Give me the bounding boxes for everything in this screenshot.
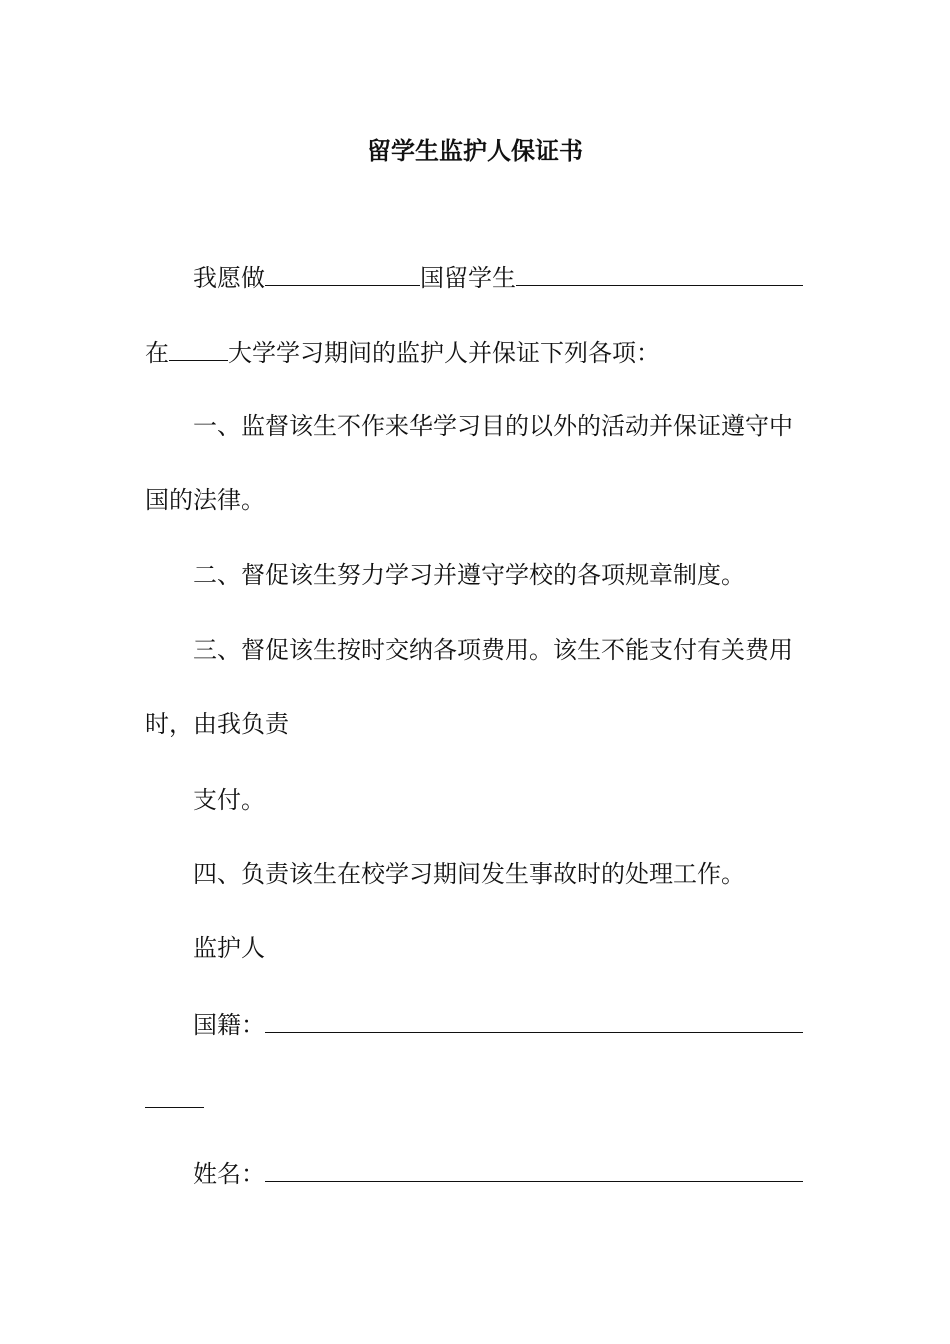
item-2: 二、督促该生努力学习并遵守学校的各项规章制度。 bbox=[193, 561, 745, 589]
university-blank bbox=[169, 334, 228, 361]
intro-line-1 bbox=[193, 259, 803, 295]
item-1-line-1: 一、监督该生不作来华学习目的以外的活动并保证遵守中 bbox=[193, 412, 793, 440]
item-1-line-2: 国的法律。 bbox=[145, 486, 265, 514]
name-blank bbox=[265, 1155, 803, 1182]
intro-line-1-part2: 国留学生 bbox=[420, 264, 516, 292]
nationality-blank bbox=[265, 1006, 803, 1033]
item-3-line-2: 时，由我负责 bbox=[145, 710, 289, 738]
country-blank bbox=[265, 259, 420, 286]
intro-line-2 bbox=[145, 334, 660, 370]
name-label: 姓名： bbox=[193, 1160, 265, 1188]
item-3-line-3: 支付。 bbox=[193, 786, 265, 814]
student-name-blank bbox=[516, 259, 803, 286]
nationality-label: 国籍： bbox=[193, 1011, 265, 1039]
intro-line-1-part1: 我愿做 bbox=[193, 264, 265, 292]
name-row bbox=[193, 1155, 803, 1191]
intro-line-2-part2: 大学学习期间的监护人并保证下列各项： bbox=[228, 339, 660, 367]
document-title: 留学生监护人保证书 bbox=[367, 136, 583, 165]
intro-line-2-part1: 在 bbox=[145, 339, 169, 367]
item-4: 四、负责该生在校学习期间发生事故时的处理工作。 bbox=[193, 860, 745, 888]
item-3-line-1: 三、督促该生按时交纳各项费用。该生不能支付有关费用 bbox=[193, 636, 793, 664]
nationality-row bbox=[193, 1006, 803, 1042]
guardian-label: 监护人 bbox=[193, 934, 265, 962]
nationality-blank-continuation bbox=[145, 1107, 204, 1108]
